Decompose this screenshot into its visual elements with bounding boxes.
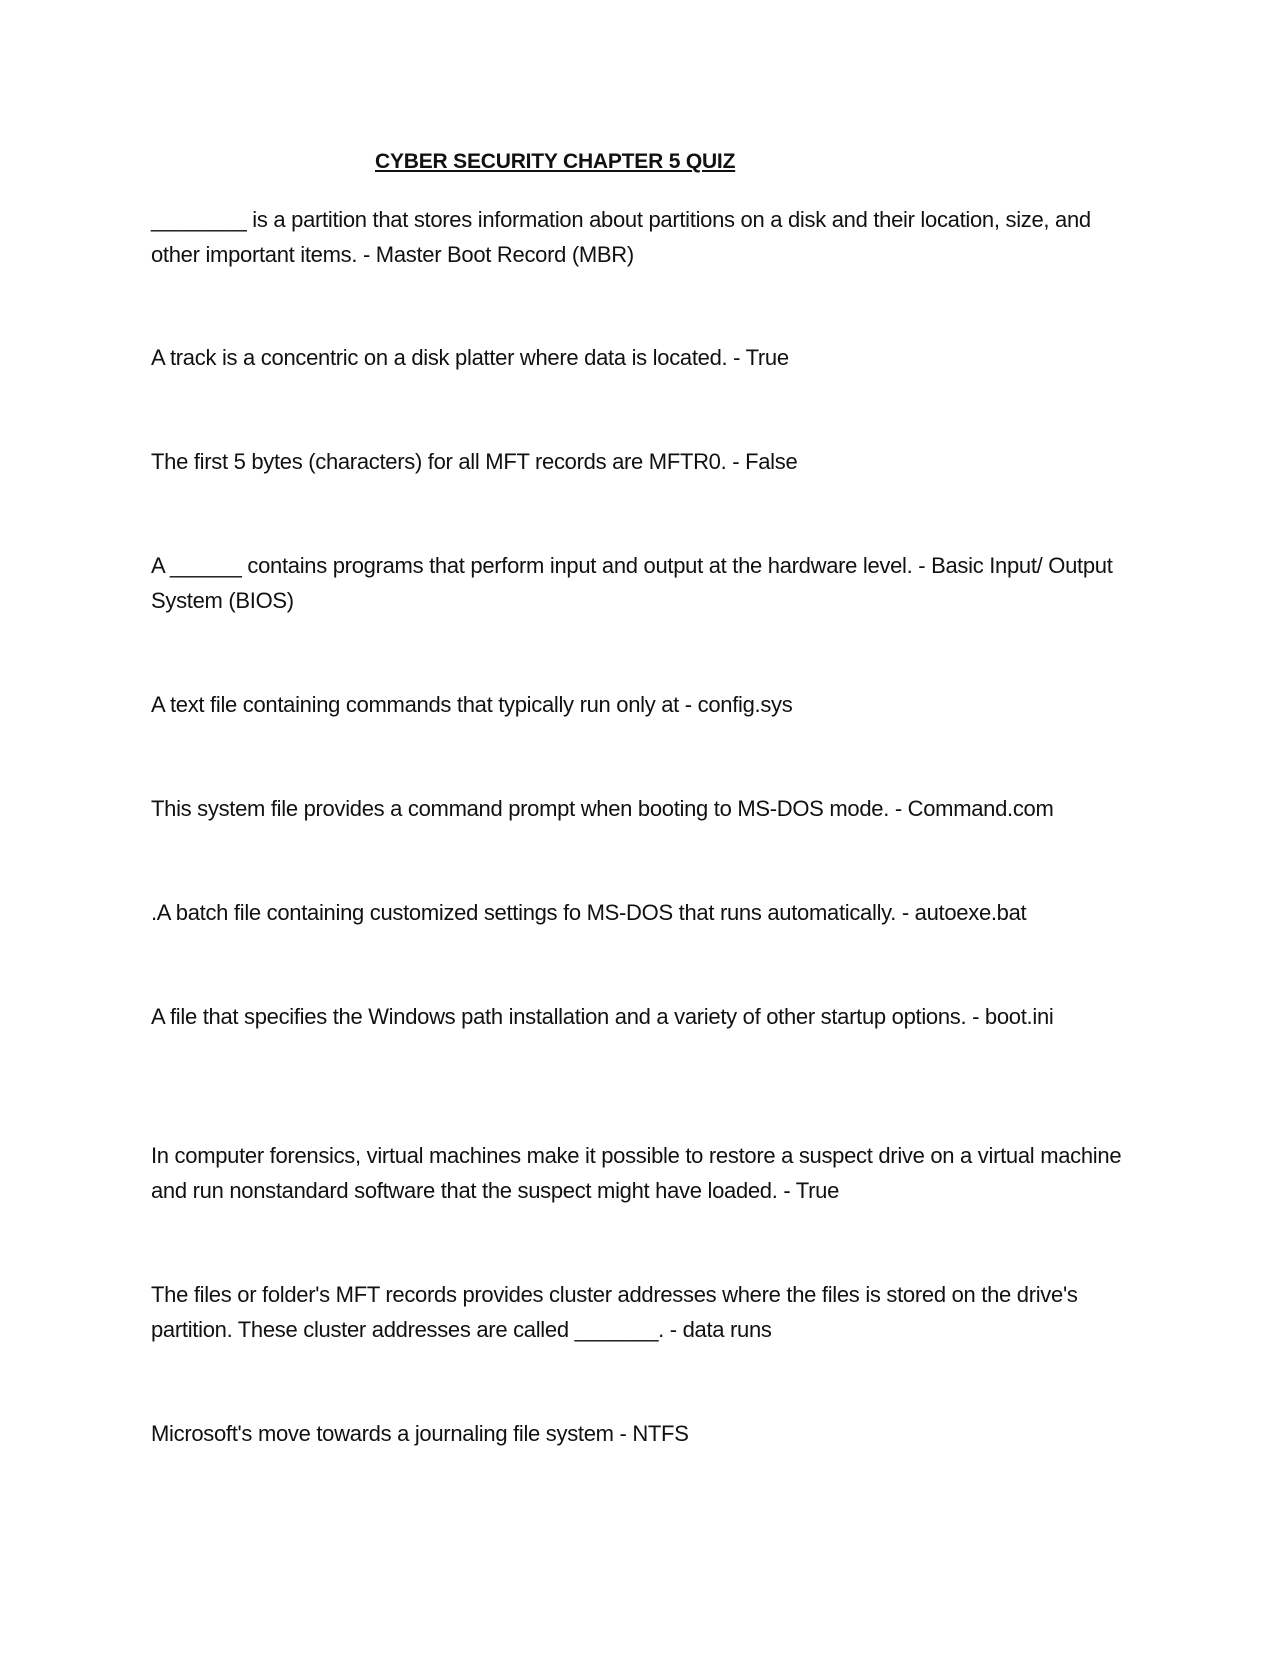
quiz-item: The first 5 bytes (characters) for all MFT records are MFTR0. - False <box>151 449 798 474</box>
quiz-item: The files or folder's MFT records provides cluster addresses where the files is stored on the drive's partition. These cluster addresses are called _______. - data runs <box>151 1282 1078 1342</box>
page-title: CYBER SECURITY CHAPTER 5 QUIZ <box>375 150 736 173</box>
quiz-item: Microsoft's move towards a journaling file system - NTFS <box>151 1421 689 1446</box>
quiz-item: A text file containing commands that typically run only at - config.sys <box>151 692 793 717</box>
quiz-item: A file that specifies the Windows path installation and a variety of other startup options. - boot.ini <box>151 1004 1054 1029</box>
quiz-item: A ______ contains programs that perform input and output at the hardware level. - Basic Input/ Output System (BIOS) <box>151 553 1113 613</box>
quiz-item: ________ is a partition that stores information about partitions on a disk and their location, size, and other important items. - Master Boot Record (MBR) <box>151 207 1091 267</box>
quiz-item: In computer forensics, virtual machines make it possible to restore a suspect drive on a virtual machine and run nonstandard software that the suspect might have loaded. - True <box>151 1143 1122 1203</box>
quiz-item: A track is a concentric on a disk platter where data is located. - True <box>151 345 789 370</box>
quiz-item: .A batch file containing customized settings fo MS-DOS that runs automatically. - autoexe.bat <box>151 900 1027 925</box>
quiz-item: This system file provides a command prompt when booting to MS-DOS mode. - Command.com <box>151 796 1054 821</box>
